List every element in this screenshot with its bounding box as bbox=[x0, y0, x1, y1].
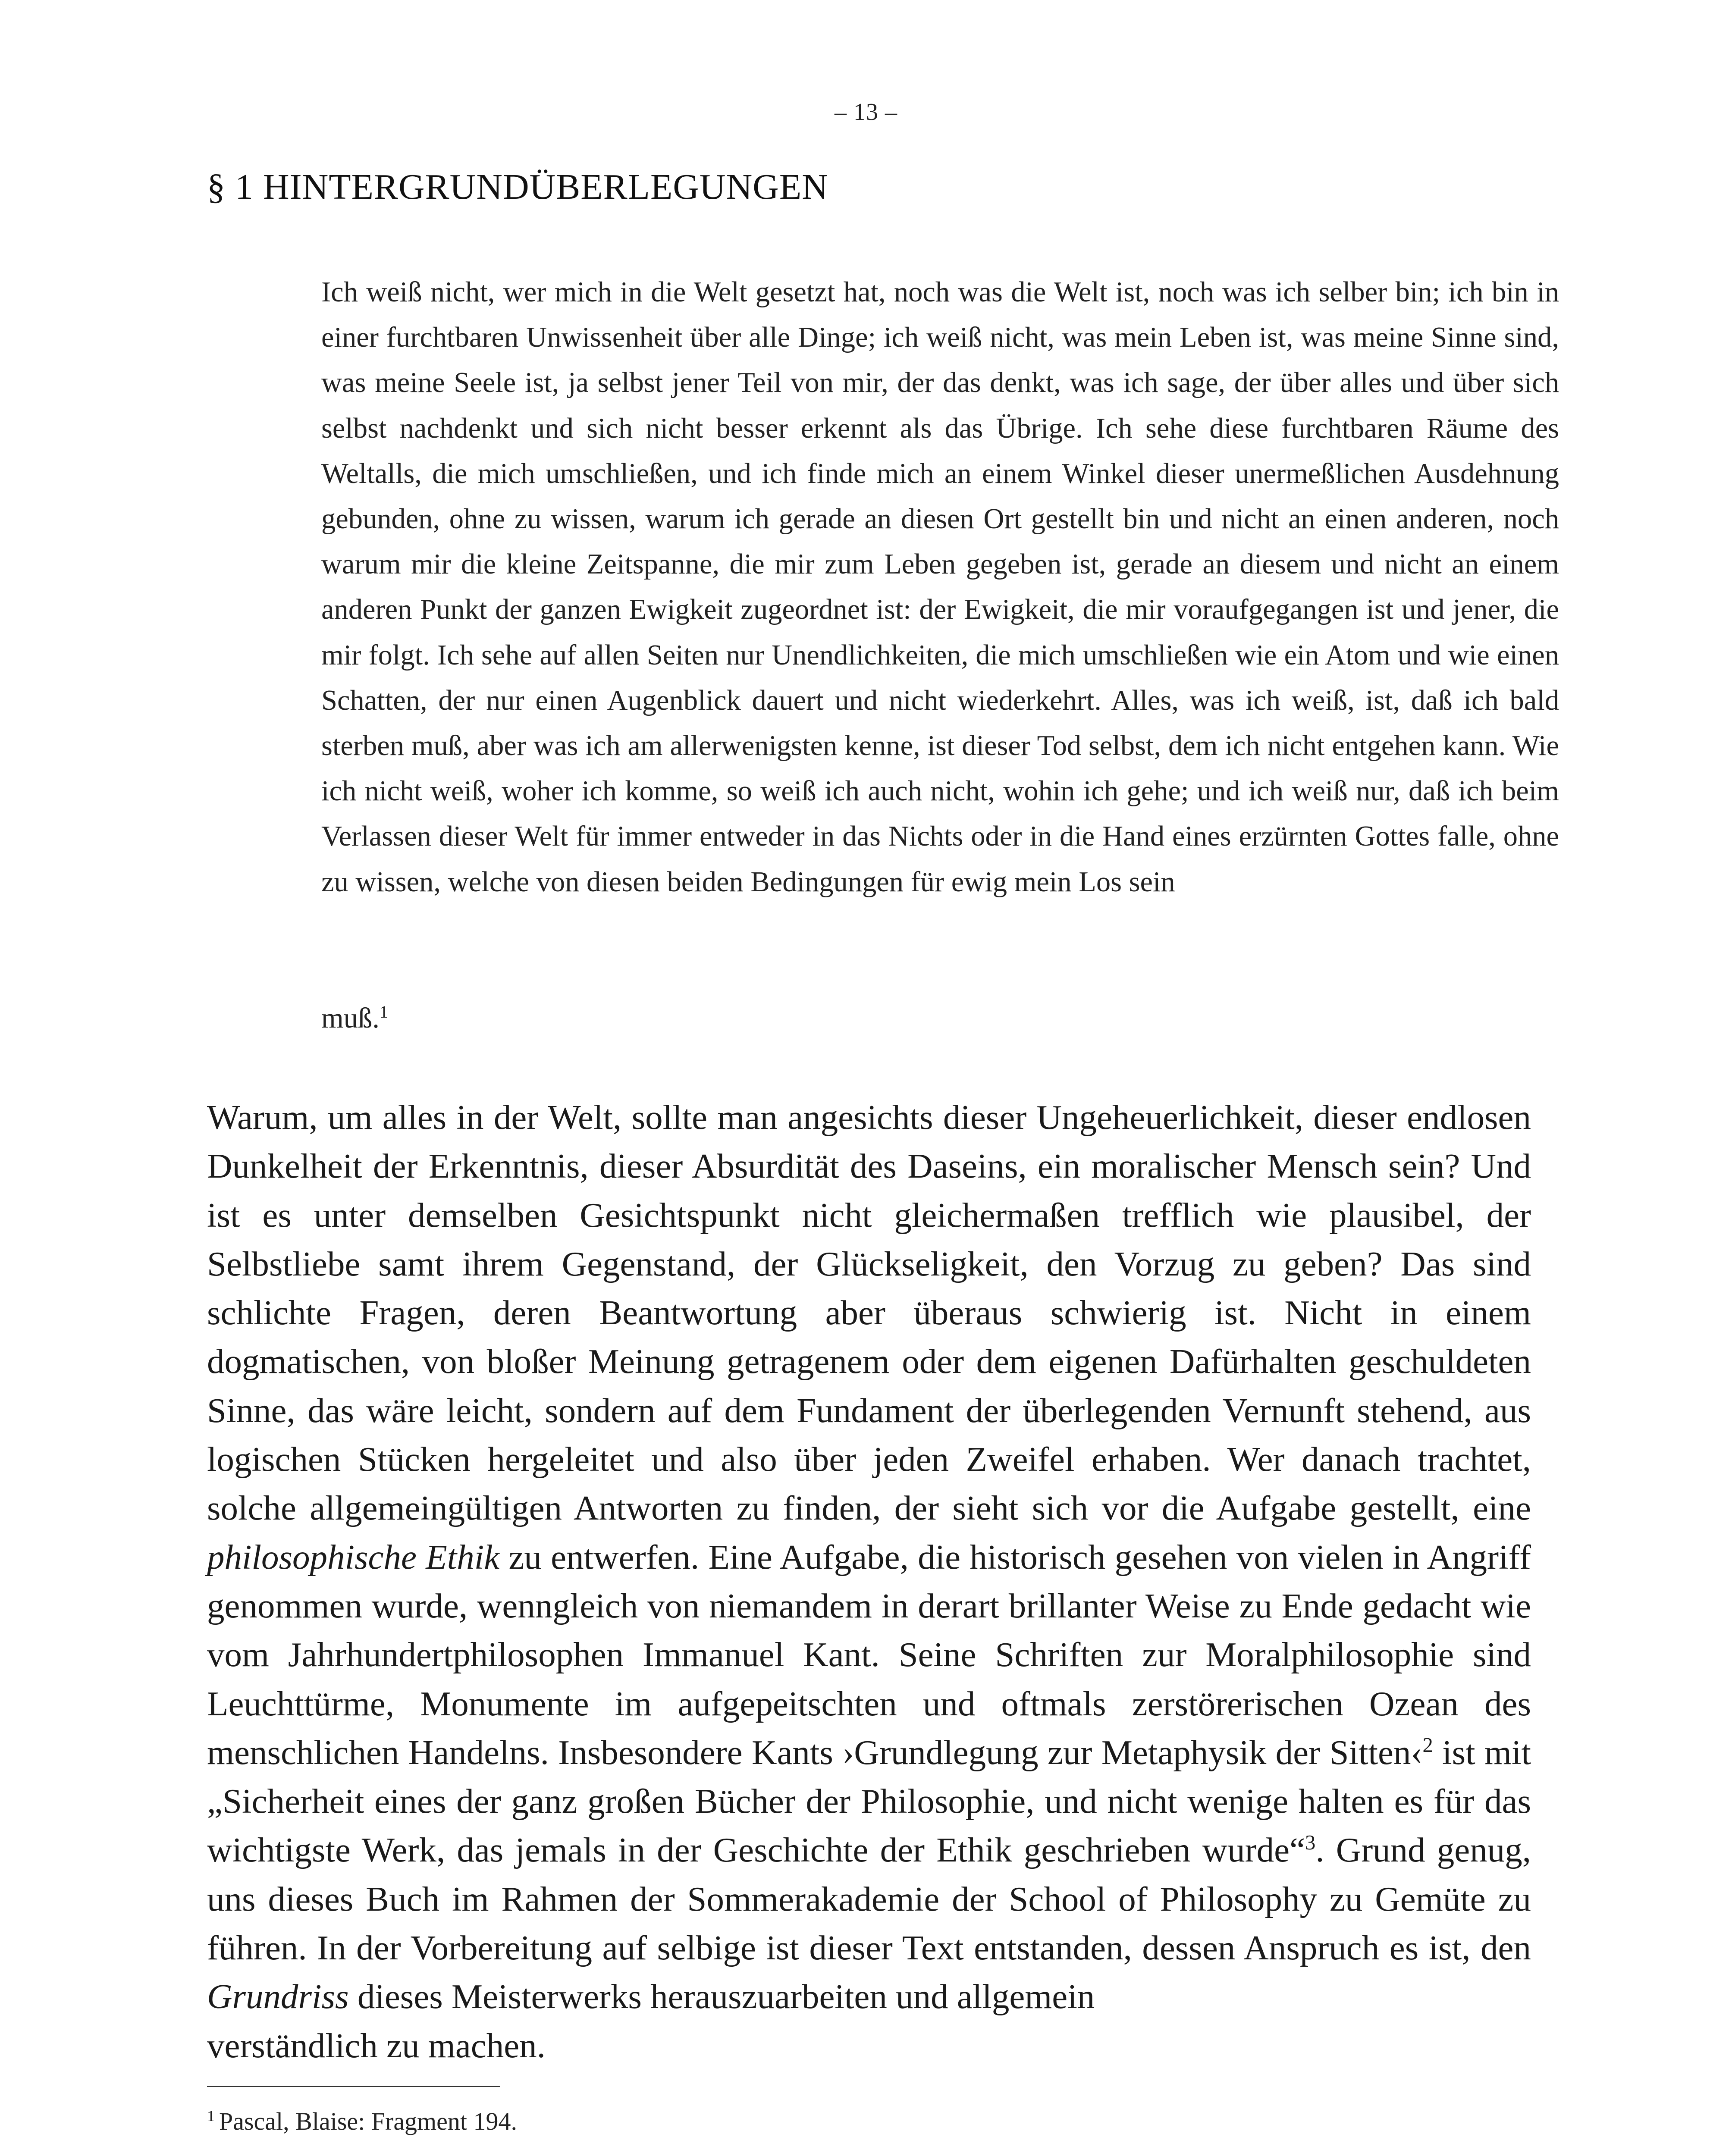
body-text-part-5: dieses Meisterwerks herauszuarbeiten und allgemein bbox=[348, 1977, 1095, 2016]
page-number: – 13 – bbox=[835, 99, 897, 125]
footnote-separator bbox=[207, 2086, 500, 2087]
block-quote bbox=[321, 270, 1559, 905]
block-quote-text: Ich weiß nicht, wer mich in die Welt gesetzt hat, noch was die Welt ist, noch was ich selber bin; ich bin in einer furchtbaren Unwissenheit über alle Dinge; ich weiß nicht, was mein Leben ist, was meine Sinne sind, was meine Seele ist, ja selbst jener Teil von mir, der das denkt, was ich sage, der über alles und über sich selbst nachdenkt und sich nicht besser erkennt als das Übrige. Ich sehe diese furchtbaren Räume des Weltalls, die mich umschließen, und ich finde mich an einem Winkel dieser unermeßlichen Ausdehnung gebunden, ohne zu wissen, warum ich gerade an diesen Ort gestellt bin und nicht an einen anderen, noch warum mir die kleine Zeitspanne, die mir zum Leben gegeben ist, gerade an diesem und nicht an einem anderen Punkt der ganzen Ewigkeit zugeordnet ist: der Ewigkeit, die mir voraufgegangen ist und jener, die mir folgt. Ich sehe auf allen Seiten nur Unendlichkeiten, die mich umschließen wie ein Atom und wie einen Schatten, der nur einen Augenblick dauert und nicht wiederkehrt. Alles, was ich weiß, ist, daß ich bald sterben muß, aber was ich am allerwenigsten kenne, ist dieser Tod selbst, dem ich nicht entgehen kann. Wie ich nicht weiß, woher ich komme, so weiß ich auch nicht, wohin ich gehe; und ich weiß nur, daß ich beim Verlassen dieser Welt für immer entweder in das Nichts oder in die Hand eines erzürnten Gottes falle, ohne zu wissen, welche von diesen beiden Bedingungen für ewig mein Los sein bbox=[321, 276, 1559, 898]
footnote-text-1: Pascal, Blaise: Fragment 194. bbox=[219, 2107, 518, 2135]
body-text-part-3: ist mit „Sicherheit eines der ganz großen Bücher der Philosophie, und nicht wenige halten es für das wichtigste Werk, das jemals in der Geschichte der Ethik geschrieben wurde“ bbox=[207, 1733, 1531, 1870]
footnote-2 bbox=[207, 2152, 1535, 2156]
footnote-1 bbox=[207, 2103, 1535, 2140]
body-italic-grundriss: Grundriss bbox=[207, 1977, 349, 2016]
section-heading: § 1 HINTERGRUNDÜBERLEGUNGEN bbox=[207, 167, 828, 207]
body-text-part-4: . Grund genug, uns dieses Buch im Rahmen der Sommerakademie der School of Philosophy zu Gemüte zu führen. In der Vorbereitung auf selbige ist dieser Text entstanden, dessen Anspruch es ist, den bbox=[207, 1830, 1531, 1968]
footnote-ref-1[interactable]: 1 bbox=[379, 1002, 388, 1022]
body-paragraph-last-line: verständlich zu machen. bbox=[207, 2026, 546, 2065]
body-paragraph bbox=[207, 1093, 1531, 2021]
body-text-part-1: Warum, um alles in der Welt, sollte man angesichts dieser Ungeheuerlichkeit, dieser endlosen Dunkelheit der Erkenntnis, dieser Absurdität des Daseins, ein moralischer Mensch sein? Und ist es unter demselben Gesichtspunkt nicht gleichermaßen trefflich wie plausibel, der Selbstliebe samt ihrem Gegenstand, der Glückseligkeit, den Vorzug zu geben? Das sind schlichte Fragen, deren Beantwortung aber überaus schwierig ist. Nicht in einem dogmatischen, von bloßer Meinung getragenem oder dem eigenen Dafürhalten geschuldeten Sinne, das wäre leicht, sondern auf dem Fundament der überlegenden Vernunft stehend, aus logischen Stücken hergeleitet und also über jeden Zweifel erhaben. Wer danach trachtet, solche allgemeingültigen Antworten zu finden, der sieht sich vor die Aufgabe gestellt, eine bbox=[207, 1098, 1531, 1528]
block-quote-last-text: muß. bbox=[321, 1003, 380, 1034]
footnote-ref-3[interactable]: 3 bbox=[1305, 1831, 1316, 1855]
footnote-number-1: 1 bbox=[207, 2107, 215, 2125]
body-italic-philosophische-ethik: philosophische Ethik bbox=[207, 1537, 500, 1576]
body-text-part-2: zu entwerfen. Eine Aufgabe, die historisch gesehen von vielen in Angriff genommen wurde, wenngleich von niemandem in derart brillanter Weise zu Ende gedacht wie vom Jahrhundertphilosophen Immanuel Kant. Seine Schriften zur Moralphilosophie sind Leuchttürme, Monumente im aufgepeitschten und oftmals zerstörerischen Ozean des menschlichen Handelns. Insbesondere Kants ›Grundlegung zur Metaphysik der Sitten‹ bbox=[207, 1537, 1531, 1772]
footnote-ref-2[interactable]: 2 bbox=[1422, 1733, 1433, 1757]
block-quote-last-line bbox=[321, 996, 388, 1041]
